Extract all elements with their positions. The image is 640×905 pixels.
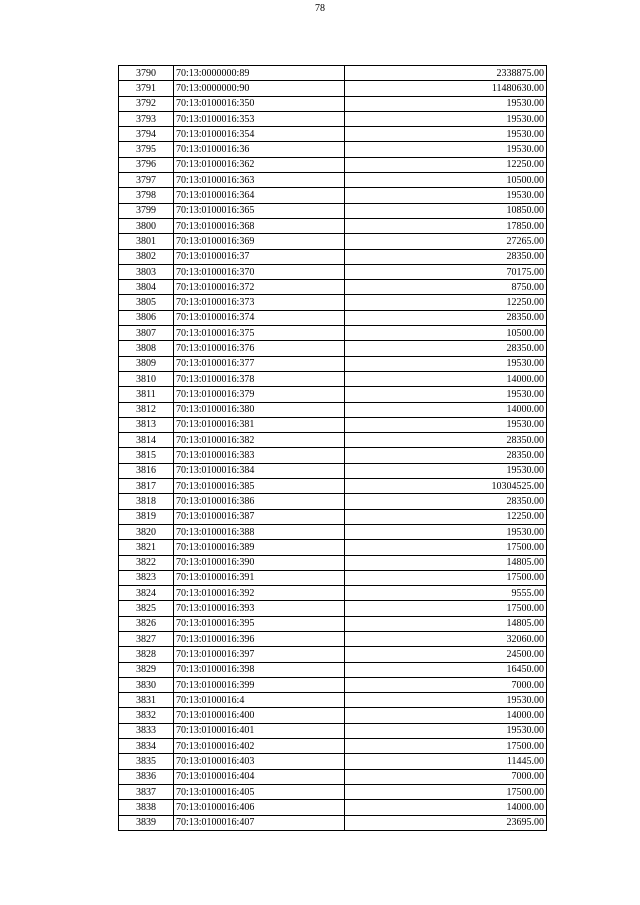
value-cell: 12250.00: [345, 509, 547, 524]
value-cell: 12250.00: [345, 295, 547, 310]
row-number-cell: 3832: [119, 708, 174, 723]
cadastral-number-cell: 70:13:0100016:378: [174, 371, 345, 386]
table-row: [119, 280, 547, 295]
value-cell: 19530.00: [345, 142, 547, 157]
value-cell: 17500.00: [345, 570, 547, 585]
row-number-cell: 3834: [119, 739, 174, 754]
cadastral-number-cell: 70:13:0100016:364: [174, 188, 345, 203]
cadastral-number-cell: 70:13:0000000:89: [174, 66, 345, 81]
cadastral-number-cell: 70:13:0100016:406: [174, 800, 345, 815]
row-number-cell: 3830: [119, 677, 174, 692]
value-cell: 19530.00: [345, 463, 547, 478]
value-cell: 17500.00: [345, 540, 547, 555]
value-cell: 19530.00: [345, 387, 547, 402]
row-number-cell: 3792: [119, 96, 174, 111]
cadastral-number-cell: 70:13:0100016:375: [174, 326, 345, 341]
value-cell: 28350.00: [345, 494, 547, 509]
cadastral-number-cell: 70:13:0100016:395: [174, 616, 345, 631]
table-row: [119, 570, 547, 585]
value-cell: 7000.00: [345, 677, 547, 692]
cadastral-number-cell: 70:13:0100016:390: [174, 555, 345, 570]
cadastral-number-cell: 70:13:0100016:36: [174, 142, 345, 157]
row-number-cell: 3833: [119, 723, 174, 738]
cadastral-value-table: [118, 65, 547, 831]
cadastral-number-cell: 70:13:0100016:405: [174, 784, 345, 799]
value-cell: 19530.00: [345, 111, 547, 126]
table-row: [119, 800, 547, 815]
cadastral-number-cell: 70:13:0100016:392: [174, 586, 345, 601]
cadastral-number-cell: 70:13:0100016:373: [174, 295, 345, 310]
cadastral-number-cell: 70:13:0100016:393: [174, 601, 345, 616]
page-number: 78: [315, 3, 325, 14]
row-number-cell: 3812: [119, 402, 174, 417]
row-number-cell: 3803: [119, 264, 174, 279]
row-number-cell: 3813: [119, 417, 174, 432]
table-row: [119, 601, 547, 616]
table-row: [119, 631, 547, 646]
cadastral-number-cell: 70:13:0100016:381: [174, 417, 345, 432]
value-cell: 14000.00: [345, 708, 547, 723]
row-number-cell: 3814: [119, 433, 174, 448]
row-number-cell: 3828: [119, 647, 174, 662]
row-number-cell: 3796: [119, 157, 174, 172]
row-number-cell: 3821: [119, 540, 174, 555]
row-number-cell: 3817: [119, 479, 174, 494]
row-number-cell: 3799: [119, 203, 174, 218]
row-number-cell: 3831: [119, 693, 174, 708]
value-cell: 17850.00: [345, 218, 547, 233]
cadastral-number-cell: 70:13:0100016:369: [174, 234, 345, 249]
table-row: [119, 723, 547, 738]
table-row: [119, 677, 547, 692]
row-number-cell: 3823: [119, 570, 174, 585]
row-number-cell: 3837: [119, 784, 174, 799]
table-row: [119, 341, 547, 356]
table-row: [119, 555, 547, 570]
table-row: [119, 173, 547, 188]
value-cell: 28350.00: [345, 448, 547, 463]
value-cell: 10304525.00: [345, 479, 547, 494]
cadastral-number-cell: 70:13:0100016:350: [174, 96, 345, 111]
row-number-cell: 3808: [119, 341, 174, 356]
row-number-cell: 3811: [119, 387, 174, 402]
value-cell: 16450.00: [345, 662, 547, 677]
cadastral-number-cell: 70:13:0100016:379: [174, 387, 345, 402]
table-row: [119, 142, 547, 157]
value-cell: 23695.00: [345, 815, 547, 830]
cadastral-number-cell: 70:13:0100016:398: [174, 662, 345, 677]
value-cell: 28350.00: [345, 433, 547, 448]
value-cell: 19530.00: [345, 524, 547, 539]
value-cell: 9555.00: [345, 586, 547, 601]
table-row: [119, 111, 547, 126]
value-cell: 19530.00: [345, 356, 547, 371]
cadastral-number-cell: 70:13:0100016:397: [174, 647, 345, 662]
cadastral-number-cell: 70:13:0000000:90: [174, 81, 345, 96]
table-row: [119, 188, 547, 203]
value-cell: 70175.00: [345, 264, 547, 279]
cadastral-number-cell: 70:13:0100016:386: [174, 494, 345, 509]
row-number-cell: 3829: [119, 662, 174, 677]
value-cell: 12250.00: [345, 157, 547, 172]
value-cell: 28350.00: [345, 310, 547, 325]
table-row: [119, 402, 547, 417]
row-number-cell: 3795: [119, 142, 174, 157]
cadastral-number-cell: 70:13:0100016:382: [174, 433, 345, 448]
table-body: [119, 66, 547, 831]
value-cell: 19530.00: [345, 693, 547, 708]
cadastral-number-cell: 70:13:0100016:396: [174, 631, 345, 646]
table-row: [119, 387, 547, 402]
row-number-cell: 3819: [119, 509, 174, 524]
row-number-cell: 3802: [119, 249, 174, 264]
table-row: [119, 81, 547, 96]
value-cell: 8750.00: [345, 280, 547, 295]
table-row: [119, 234, 547, 249]
table-row: [119, 708, 547, 723]
value-cell: 17500.00: [345, 784, 547, 799]
table-row: [119, 739, 547, 754]
row-number-cell: 3801: [119, 234, 174, 249]
cadastral-number-cell: 70:13:0100016:400: [174, 708, 345, 723]
row-number-cell: 3809: [119, 356, 174, 371]
value-cell: 14805.00: [345, 555, 547, 570]
table-row: [119, 647, 547, 662]
value-cell: 32060.00: [345, 631, 547, 646]
table-row: [119, 356, 547, 371]
cadastral-number-cell: 70:13:0100016:362: [174, 157, 345, 172]
row-number-cell: 3815: [119, 448, 174, 463]
row-number-cell: 3818: [119, 494, 174, 509]
cadastral-number-cell: 70:13:0100016:380: [174, 402, 345, 417]
table-row: [119, 448, 547, 463]
cadastral-number-cell: 70:13:0100016:384: [174, 463, 345, 478]
value-cell: 14000.00: [345, 402, 547, 417]
row-number-cell: 3810: [119, 371, 174, 386]
cadastral-number-cell: 70:13:0100016:383: [174, 448, 345, 463]
table-row: [119, 662, 547, 677]
table-row: [119, 295, 547, 310]
cadastral-number-cell: 70:13:0100016:4: [174, 693, 345, 708]
value-cell: 14000.00: [345, 800, 547, 815]
value-cell: 10850.00: [345, 203, 547, 218]
cadastral-number-cell: 70:13:0100016:407: [174, 815, 345, 830]
table-row: [119, 218, 547, 233]
table-row: [119, 249, 547, 264]
table-row: [119, 96, 547, 111]
cadastral-number-cell: 70:13:0100016:403: [174, 754, 345, 769]
table-row: [119, 586, 547, 601]
cadastral-number-cell: 70:13:0100016:37: [174, 249, 345, 264]
table-row: [119, 754, 547, 769]
cadastral-number-cell: 70:13:0100016:401: [174, 723, 345, 738]
table-row: [119, 479, 547, 494]
row-number-cell: 3825: [119, 601, 174, 616]
table-row: [119, 769, 547, 784]
value-cell: 10500.00: [345, 173, 547, 188]
value-cell: 11480630.00: [345, 81, 547, 96]
cadastral-number-cell: 70:13:0100016:363: [174, 173, 345, 188]
table-row: [119, 371, 547, 386]
table-row: [119, 616, 547, 631]
value-cell: 7000.00: [345, 769, 547, 784]
table-row: [119, 203, 547, 218]
row-number-cell: 3791: [119, 81, 174, 96]
row-number-cell: 3800: [119, 218, 174, 233]
value-cell: 11445.00: [345, 754, 547, 769]
table-row: [119, 326, 547, 341]
value-cell: 19530.00: [345, 96, 547, 111]
value-cell: 17500.00: [345, 601, 547, 616]
row-number-cell: 3835: [119, 754, 174, 769]
row-number-cell: 3798: [119, 188, 174, 203]
cadastral-number-cell: 70:13:0100016:404: [174, 769, 345, 784]
value-cell: 2338875.00: [345, 66, 547, 81]
table-row: [119, 66, 547, 81]
table-row: [119, 417, 547, 432]
row-number-cell: 3816: [119, 463, 174, 478]
value-cell: 19530.00: [345, 127, 547, 142]
value-cell: 24500.00: [345, 647, 547, 662]
row-number-cell: 3838: [119, 800, 174, 815]
table-row: [119, 815, 547, 830]
value-cell: 28350.00: [345, 341, 547, 356]
row-number-cell: 3805: [119, 295, 174, 310]
table-row: [119, 157, 547, 172]
table-row: [119, 524, 547, 539]
value-cell: 27265.00: [345, 234, 547, 249]
table-row: [119, 509, 547, 524]
row-number-cell: 3827: [119, 631, 174, 646]
table-row: [119, 310, 547, 325]
cadastral-number-cell: 70:13:0100016:387: [174, 509, 345, 524]
row-number-cell: 3836: [119, 769, 174, 784]
row-number-cell: 3797: [119, 173, 174, 188]
row-number-cell: 3824: [119, 586, 174, 601]
table-row: [119, 784, 547, 799]
value-cell: 14805.00: [345, 616, 547, 631]
table-row: [119, 127, 547, 142]
row-number-cell: 3806: [119, 310, 174, 325]
row-number-cell: 3826: [119, 616, 174, 631]
value-cell: 19530.00: [345, 723, 547, 738]
cadastral-number-cell: 70:13:0100016:370: [174, 264, 345, 279]
table-row: [119, 433, 547, 448]
cadastral-number-cell: 70:13:0100016:354: [174, 127, 345, 142]
cadastral-number-cell: 70:13:0100016:391: [174, 570, 345, 585]
cadastral-number-cell: 70:13:0100016:353: [174, 111, 345, 126]
row-number-cell: 3804: [119, 280, 174, 295]
cadastral-number-cell: 70:13:0100016:389: [174, 540, 345, 555]
value-cell: 19530.00: [345, 188, 547, 203]
value-cell: 14000.00: [345, 371, 547, 386]
cadastral-number-cell: 70:13:0100016:388: [174, 524, 345, 539]
table-row: [119, 264, 547, 279]
cadastral-number-cell: 70:13:0100016:368: [174, 218, 345, 233]
value-cell: 19530.00: [345, 417, 547, 432]
table-row: [119, 540, 547, 555]
table-row: [119, 494, 547, 509]
table-row: [119, 693, 547, 708]
value-cell: 17500.00: [345, 739, 547, 754]
row-number-cell: 3793: [119, 111, 174, 126]
row-number-cell: 3822: [119, 555, 174, 570]
row-number-cell: 3790: [119, 66, 174, 81]
cadastral-number-cell: 70:13:0100016:377: [174, 356, 345, 371]
table-row: [119, 463, 547, 478]
row-number-cell: 3820: [119, 524, 174, 539]
row-number-cell: 3794: [119, 127, 174, 142]
cadastral-number-cell: 70:13:0100016:376: [174, 341, 345, 356]
cadastral-number-cell: 70:13:0100016:402: [174, 739, 345, 754]
row-number-cell: 3839: [119, 815, 174, 830]
cadastral-number-cell: 70:13:0100016:385: [174, 479, 345, 494]
value-cell: 10500.00: [345, 326, 547, 341]
value-cell: 28350.00: [345, 249, 547, 264]
cadastral-number-cell: 70:13:0100016:365: [174, 203, 345, 218]
cadastral-number-cell: 70:13:0100016:399: [174, 677, 345, 692]
cadastral-number-cell: 70:13:0100016:374: [174, 310, 345, 325]
row-number-cell: 3807: [119, 326, 174, 341]
cadastral-number-cell: 70:13:0100016:372: [174, 280, 345, 295]
